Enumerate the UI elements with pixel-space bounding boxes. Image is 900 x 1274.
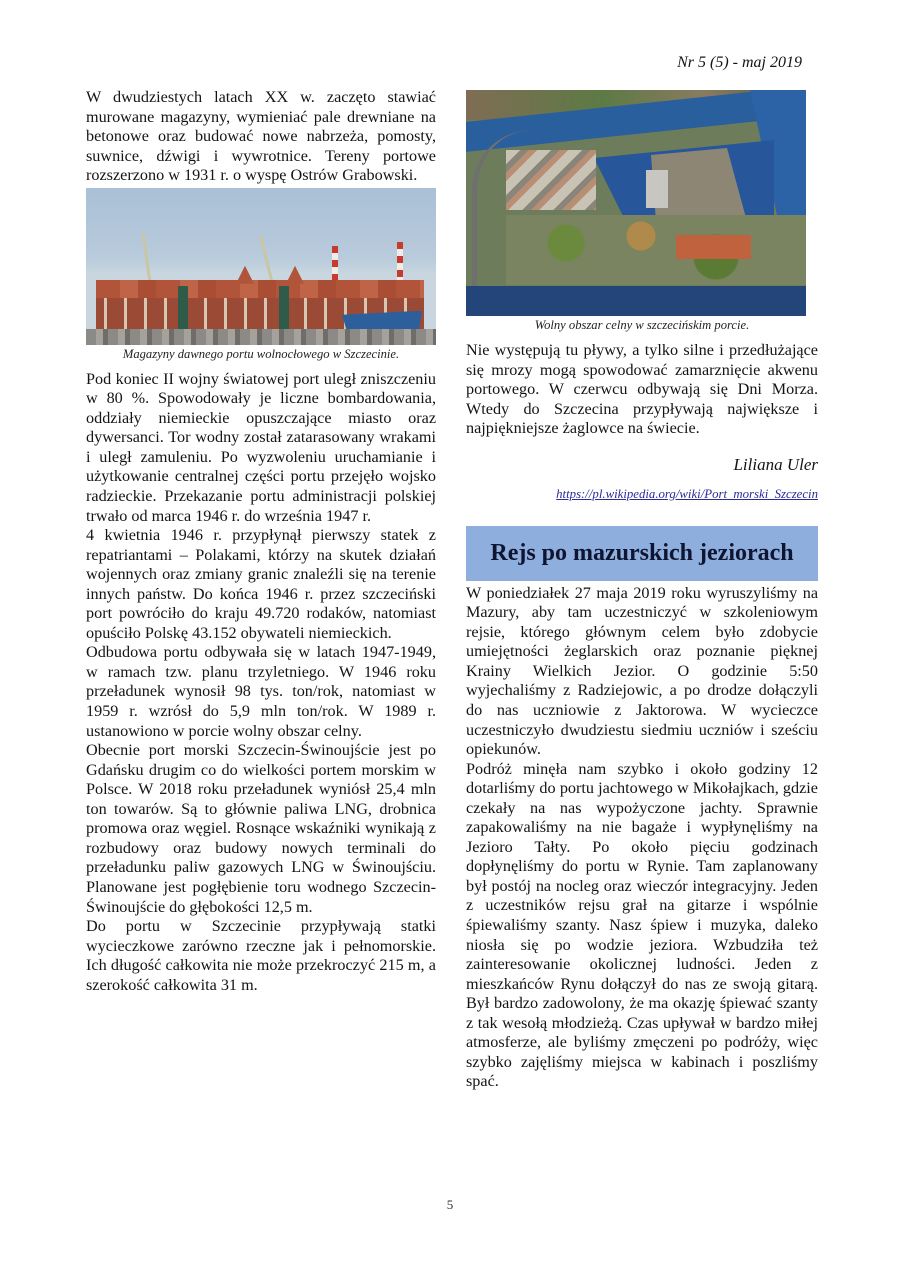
aerial-port-photo	[466, 90, 806, 316]
quay-rubble	[86, 329, 436, 345]
warehouse-photo	[86, 188, 436, 345]
warehouse-gable	[236, 266, 254, 284]
tree-area	[506, 215, 806, 285]
warehouse-photo-caption: Magazyny dawnego portu wolnocłowego w Szczecinie.	[122, 346, 400, 361]
paragraph-current-port: Obecnie port morski Szczecin-Świnoujście jest po Gdańsku drugim co do wielkości portem morskim w Polsce. W 2018 roku przeładunek wyniósł 25,4 mln ton towarów. Są to głównie paliwa LNG, drobnica promowa oraz węgiel. Rosnące wskaźniki wynikają z rozbudowy oraz budowy nowych terminali do przeładunku paliw gazowych LNG w Świnoujściu. Planowane jest pogłębienie toru wodnego Szczecin-Świnoujście do głębokości 12,5 m.	[86, 741, 436, 916]
warehouse-roof	[96, 280, 424, 298]
warehouse-block	[646, 170, 668, 208]
left-column	[86, 88, 436, 995]
crane-arm	[141, 232, 151, 286]
section-body	[466, 584, 818, 1092]
paragraph-reconstruction: Odbudowa portu odbywała się w latach 1947-1949, w ramach tzw. planu trzyletniego. W 1946 roku przeładunek wynosił 98 tys. ton/rok, natomiast w 1959 r. wzrósł do 5,9 mln ton/rok. W 1989 r. ustanowiono w porcie wolny obszar celny.	[86, 643, 436, 740]
paragraph-trip-journey: Podróż minęła nam szybko i około godziny 12 dotarliśmy do portu jachtowego w Mikołajkach, gdzie czekały na nas wypożyczone jachty. Sprawnie zapakowaliśmy na nie bagaże i wypłynęliśmy na Jezioro Tałty. Po około pięciu godzinach dopłynęliśmy do portu w Rynie. Tam zaplanowany był postój na nocleg oraz wieczór integracyjny. Jeden z uczestników rejsu grał na gitarze i wspólnie śpiewaliśmy szanty. Nasz śpiew i muzyka, daleko niosła się po wodzie jeziora. Wzbudziła też zainteresowanie okolicznej ludności. Jeden z mieszkańców Rynu dołączył do nas ze swoją gitarą. Był bardzo zadowolony, że ma okazję śpiewać szanty z tak wesołą młodzieżą. Czas upływał w bardzo miłej atmosferze, ale byliśmy zmęczeni po podróży, więc szybko zajęliśmy miejsca w kabinach i poszliśmy spać.	[466, 759, 818, 1091]
source-link[interactable]: https://pl.wikipedia.org/wiki/Port_morski_Szczecin	[556, 486, 818, 501]
author-signature: Liliana Uler	[733, 454, 818, 474]
paragraph-cruise-ships: Do portu w Szczecinie przypływają statki wycieczkowe zarówno rzeczne jak i pełnomorskie. Ich długość całkowita nie może przekroczyć 215 m, a szerokość całkowita 31 m.	[86, 917, 436, 994]
page-number: 5	[446, 1197, 454, 1212]
issue-label: Nr 5 (5) - maj 2019	[677, 54, 802, 71]
crane-base	[178, 286, 188, 334]
paragraph-trip-start: W poniedziałek 27 maja 2019 roku wyruszyliśmy na Mazury, aby tam uczestniczyć w szkoleniowym rejsie, którego głównym celem było zdobycie umiejętności żeglarskich oraz poznanie pięknej Krainy Wielkich Jezior. O godzinie 5:50 wyjechaliśmy z Radziejowic, a po drodze dołączyli do nas uczniowie z Jaktorowa. W wycieczce uczestniczyło dwudziestu siedmiu uczniów i sześciu opiekunów.	[466, 583, 818, 759]
paragraph-war-damage: Pod koniec II wojny światowej port uległ zniszczeniu w 80 %. Spowodowały je liczne bombardowania, oddziały niemieckie opuszczające miasto oraz dywersanci. Tor wodny został zatarasowany wrakami i uległ zamuleniu. Po wyzwoleniu uruchamianie i użytkowanie centralnej części portu przejęło wojsko radzieckie. Przekazanie portu administracji polskiej trwało od marca 1946 r. do września 1947 r.	[86, 369, 436, 525]
right-column	[466, 88, 818, 1092]
aerial-photo-caption: Wolny obszar celny w szczecińskim porcie.	[534, 318, 750, 332]
paragraph-tides: Nie występują tu pływy, a tylko silne i przedłużające się mrozy mogą spowodować zamarznięcie akwenu portowego. W czerwcu odbywają się Dni Morza. Wtedy do Szczecina przypływają największe i najpiękniejsze żaglowce na świecie.	[466, 341, 818, 438]
red-buildings	[676, 235, 751, 259]
warehouse-gable	[286, 266, 304, 284]
intro-paragraph: W dwudziestych latach XX w. zaczęto stawiać murowane magazyny, wymieniać pale drewniane na betonowe oraz budować nowe nabrzeża, pomosty, suwnice, dźwigi i wywrotnice. Tereny portowe rozszerzono w 1931 r. o wyspę Ostrów Grabowski.	[86, 88, 436, 185]
paragraph-repatriation: 4 kwietnia 1946 r. przypłynął pierwszy statek z repatriantami – Polakami, którzy na skutek działań wojennych oraz zmiany granic znaleźli się na terenie innych państw. Do końca 1946 r. przez szczeciński port powróciło do kraju 49.720 rodaków, natomiast opuściło Polskę 43.152 obywateli niemieckich.	[86, 526, 436, 642]
crane-base	[279, 286, 289, 334]
river	[466, 286, 806, 316]
section-heading: Rejs po mazurskich jeziorach	[466, 526, 818, 581]
